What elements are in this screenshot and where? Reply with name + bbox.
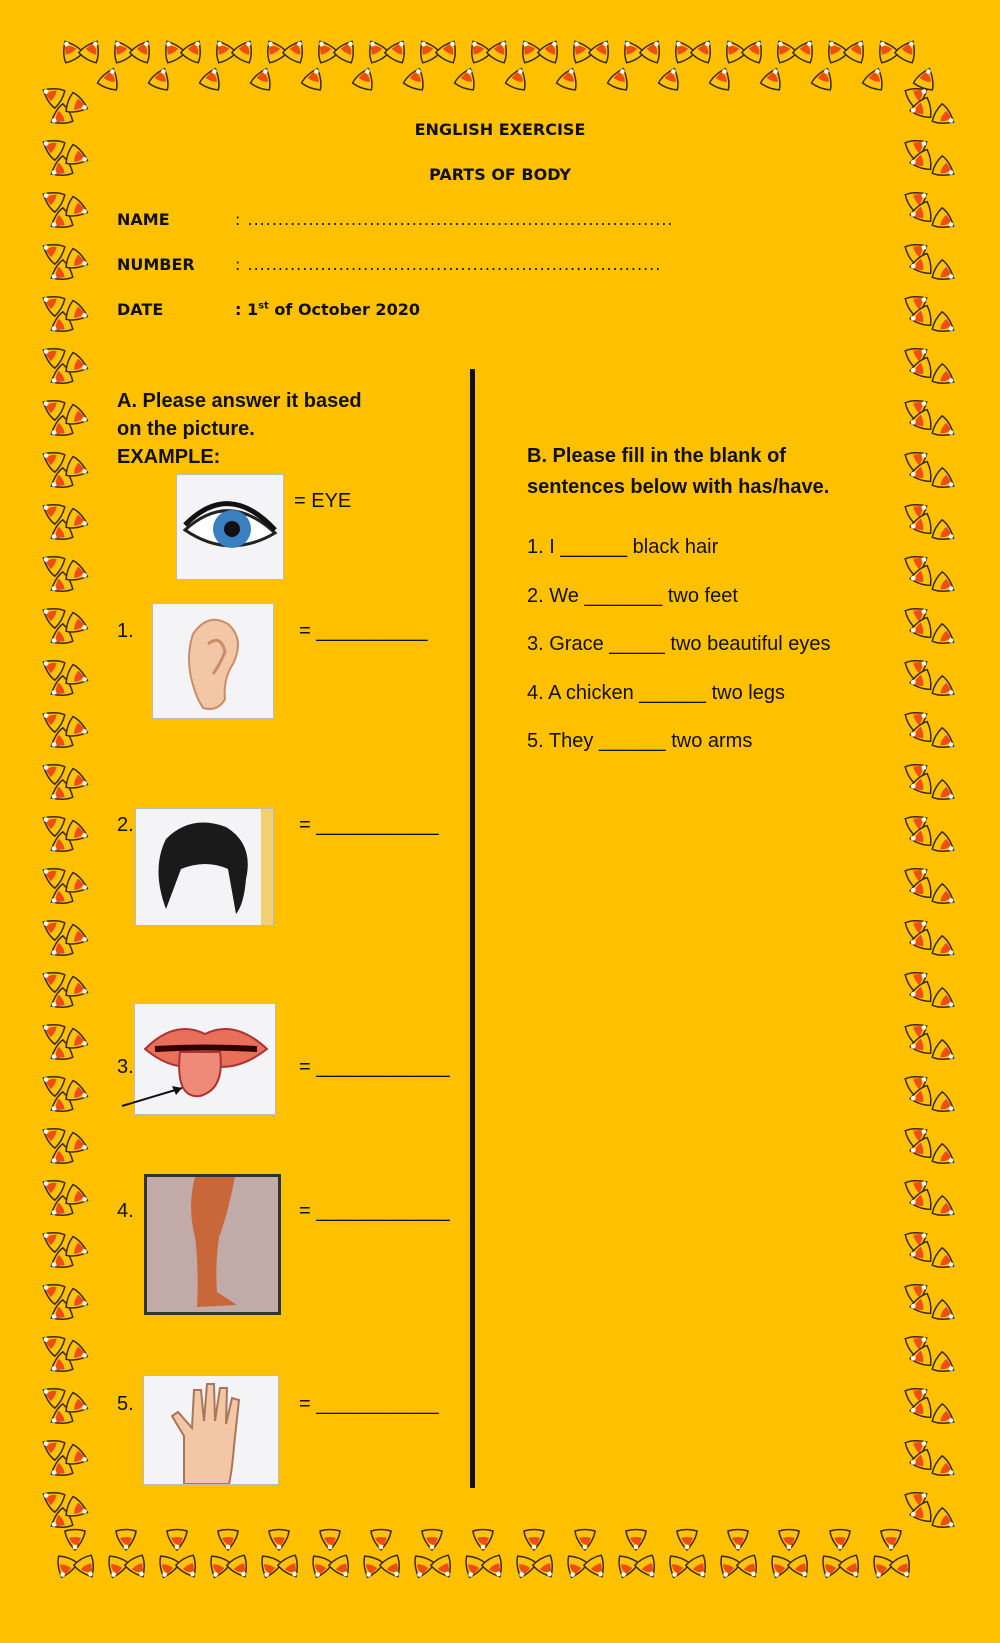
candy-corn-icon <box>409 1555 435 1581</box>
candy-corn-icon <box>634 1554 662 1582</box>
candy-corn-icon <box>889 1554 917 1582</box>
candy-corn-icon <box>460 1555 486 1581</box>
candy-corn-icon <box>78 36 106 64</box>
candy-corn-icon <box>931 935 959 963</box>
item-2-answer-blank[interactable]: = ___________ <box>299 814 439 836</box>
candy-corn-icon <box>664 1555 690 1581</box>
eye-icon <box>177 475 283 579</box>
sentence-item[interactable]: 5. They ______ two arms <box>527 730 753 752</box>
candy-corn-icon <box>719 36 747 64</box>
candy-corn-icon <box>931 727 959 755</box>
candy-corn-icon <box>320 1530 340 1551</box>
candy-corn-icon <box>931 1299 959 1327</box>
candy-corn-icon <box>566 36 594 64</box>
date-label: DATE <box>117 300 164 319</box>
section-a-heading-line1: A. Please answer it based <box>117 390 362 412</box>
candy-corn-icon <box>473 1530 493 1551</box>
page-title: ENGLISH EXERCISE <box>414 120 586 139</box>
candy-corn-icon <box>307 1555 333 1581</box>
candy-corn-icon <box>760 65 786 91</box>
candy-corn-icon <box>464 36 492 64</box>
item-4-number: 4. <box>117 1200 134 1222</box>
candy-corn-icon <box>838 1554 866 1582</box>
section-a-heading-line2: on the picture. <box>117 418 255 440</box>
candy-corn-icon <box>158 36 186 64</box>
candy-corn-icon <box>931 779 959 807</box>
candy-corn-icon <box>65 1530 85 1551</box>
number-blank: : .................................................................... <box>235 255 662 274</box>
candy-corn-icon <box>454 65 480 91</box>
candy-corn-icon <box>779 1530 799 1551</box>
candy-corn-icon <box>556 65 582 91</box>
candy-corn-icon <box>607 65 633 91</box>
candy-corn-icon <box>532 1554 560 1582</box>
candy-corn-icon <box>931 1039 959 1067</box>
candy-corn-icon <box>931 883 959 911</box>
column-divider <box>470 369 475 1488</box>
candy-corn-icon <box>481 1554 509 1582</box>
candy-corn-icon <box>73 1554 101 1582</box>
leg-picture <box>144 1174 281 1315</box>
candy-corn-icon <box>486 36 514 64</box>
candy-corn-icon <box>931 1507 959 1535</box>
candy-corn-icon <box>881 1530 901 1551</box>
candy-corn-icon <box>843 36 871 64</box>
section-b-heading <box>527 441 829 503</box>
candy-corn-icon <box>103 1555 129 1581</box>
hand-picture <box>143 1375 279 1485</box>
candy-corn-icon <box>583 1554 611 1582</box>
candy-corn-icon <box>333 36 361 64</box>
candy-corn-icon <box>371 1530 391 1551</box>
candy-corn-icon <box>617 36 645 64</box>
candy-corn-icon <box>931 363 959 391</box>
candy-corn-icon <box>422 1530 442 1551</box>
example-label: EXAMPLE: <box>117 446 221 468</box>
candy-corn-icon <box>269 1530 289 1551</box>
candy-corn-icon <box>511 1555 537 1581</box>
candy-corn-icon <box>116 1530 136 1551</box>
candy-corn-icon <box>830 1530 850 1551</box>
candy-corn-icon <box>931 1091 959 1119</box>
candy-corn-icon <box>913 65 939 91</box>
hair-icon <box>136 809 273 925</box>
candy-corn-icon <box>668 36 696 64</box>
candy-corn-icon <box>766 1555 792 1581</box>
candy-corn-icon <box>311 36 339 64</box>
item-5-number: 5. <box>117 1393 134 1415</box>
hand-icon <box>144 1376 278 1484</box>
section-a-heading <box>117 387 362 471</box>
candy-corn-icon <box>384 36 412 64</box>
candy-corn-icon <box>562 1555 588 1581</box>
date-rest: of October 2020 <box>268 300 420 319</box>
candy-corn-icon <box>931 259 959 287</box>
candy-corn-icon <box>277 1554 305 1582</box>
candy-corn-icon <box>894 36 922 64</box>
candy-corn-icon <box>205 1555 231 1581</box>
candy-corn-icon <box>792 36 820 64</box>
candy-corn-icon <box>931 1455 959 1483</box>
item-1-number: 1. <box>117 620 134 642</box>
candy-corn-icon <box>167 1530 187 1551</box>
candy-corn-icon <box>931 1403 959 1431</box>
ear-picture <box>152 603 274 719</box>
item-5-answer-blank[interactable]: = ___________ <box>299 1393 439 1415</box>
candy-corn-icon <box>352 65 378 91</box>
candy-corn-icon <box>435 36 463 64</box>
candy-corn-icon <box>811 65 837 91</box>
candy-corn-icon <box>175 1554 203 1582</box>
item-1-answer-blank[interactable]: = __________ <box>299 620 428 642</box>
candy-corn-icon <box>107 36 135 64</box>
section-b-heading-line2: sentences below with has/have. <box>527 476 830 498</box>
candy-corn-icon <box>677 1530 697 1551</box>
candy-corn-icon <box>256 1555 282 1581</box>
example-answer: = EYE <box>294 490 352 512</box>
candy-corn-icon <box>821 36 849 64</box>
section-b-heading-line1: B. Please fill in the blank of <box>527 445 786 467</box>
sentence-item[interactable]: 4. A chicken ______ two legs <box>527 681 785 704</box>
candy-corn-icon <box>231 36 259 64</box>
candy-corn-icon <box>931 467 959 495</box>
hair-picture <box>135 808 274 926</box>
candy-corn-icon <box>685 1554 713 1582</box>
candy-corn-icon <box>515 36 543 64</box>
candy-corn-icon <box>403 65 429 91</box>
candy-corn-icon <box>626 1530 646 1551</box>
candy-corn-icon <box>931 415 959 443</box>
date-value <box>235 300 420 319</box>
candy-corn-icon <box>260 36 288 64</box>
candy-corn-icon <box>524 1530 544 1551</box>
ear-icon <box>153 604 273 718</box>
candy-corn-icon <box>690 36 718 64</box>
name-label: NAME <box>117 210 170 229</box>
candy-corn-icon <box>154 1555 180 1581</box>
candy-corn-icon <box>931 207 959 235</box>
candy-corn-icon <box>736 1554 764 1582</box>
candy-corn-icon <box>931 1351 959 1379</box>
item-4-answer-blank[interactable]: = ____________ <box>299 1200 450 1222</box>
candy-corn-icon <box>328 1554 356 1582</box>
candy-corn-icon <box>97 65 123 91</box>
candy-corn-icon <box>362 36 390 64</box>
candy-corn-icon <box>862 65 888 91</box>
candy-corn-icon <box>613 1555 639 1581</box>
date-suffix: st <box>258 300 269 312</box>
candy-corn-icon <box>282 36 310 64</box>
candy-corn-icon <box>787 1554 815 1582</box>
candy-corn-icon <box>537 36 565 64</box>
sentence-item[interactable]: 2. We _______ two feet <box>527 584 738 607</box>
candy-corn-icon <box>658 65 684 91</box>
candy-corn-icon <box>588 36 616 64</box>
leg-icon <box>147 1177 278 1312</box>
candy-corn-icon <box>931 987 959 1015</box>
candy-corn-icon <box>358 1555 384 1581</box>
candy-corn-icon <box>931 571 959 599</box>
item-2-number: 2. <box>117 814 134 836</box>
candy-corn-icon <box>226 1554 254 1582</box>
name-blank: : ...................................................................... <box>235 210 674 229</box>
number-label: NUMBER <box>117 255 195 274</box>
candy-corn-icon <box>301 65 327 91</box>
candy-corn-icon <box>770 36 798 64</box>
candy-corn-icon <box>199 65 225 91</box>
candy-corn-icon <box>872 36 900 64</box>
candy-corn-icon <box>129 36 157 64</box>
candy-corn-icon <box>430 1554 458 1582</box>
candy-corn-icon <box>250 65 276 91</box>
candy-corn-icon <box>148 65 174 91</box>
candy-corn-icon <box>209 36 237 64</box>
candy-corn-icon <box>56 36 84 64</box>
eye-picture <box>176 474 284 580</box>
candy-corn-icon <box>741 36 769 64</box>
candy-corn-icon <box>639 36 667 64</box>
candy-corn-icon <box>931 831 959 859</box>
candy-corn-icon <box>931 311 959 339</box>
candy-corn-icon <box>931 623 959 651</box>
candy-corn-icon <box>575 1530 595 1551</box>
candy-corn-icon <box>52 1555 78 1581</box>
candy-corn-icon <box>728 1530 748 1551</box>
candy-corn-icon <box>868 1555 894 1581</box>
candy-corn-icon <box>505 65 531 91</box>
item-3-answer-blank[interactable]: = ____________ <box>299 1056 450 1078</box>
page-subtitle: PARTS OF BODY <box>429 165 571 184</box>
candy-corn-icon <box>931 1247 959 1275</box>
candy-corn-icon <box>180 36 208 64</box>
candy-corn-icon <box>715 1555 741 1581</box>
date-day: : 1 <box>235 300 259 319</box>
candy-corn-icon <box>931 675 959 703</box>
sentence-item[interactable]: 1. I ______ black hair <box>527 536 719 558</box>
item-3-number: 3. <box>117 1056 134 1078</box>
candy-corn-icon <box>817 1555 843 1581</box>
candy-corn-icon <box>379 1554 407 1582</box>
candy-corn-icon <box>124 1554 152 1582</box>
arrow-icon <box>120 1080 200 1110</box>
sentence-list <box>527 523 831 766</box>
candy-corn-icon <box>931 1143 959 1171</box>
candy-corn-icon <box>218 1530 238 1551</box>
candy-corn-icon <box>413 36 441 64</box>
sentence-item[interactable]: 3. Grace _____ two beautiful eyes <box>527 633 831 655</box>
candy-corn-icon <box>931 519 959 547</box>
candy-corn-icon <box>709 65 735 91</box>
candy-corn-icon <box>931 1195 959 1223</box>
